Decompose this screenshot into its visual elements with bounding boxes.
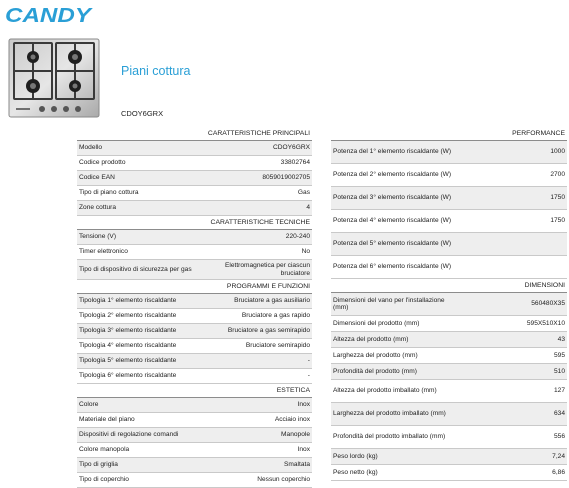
- spec-value: Bruciatore a gas rapido: [205, 309, 312, 324]
- spec-value: Gas: [205, 186, 312, 201]
- spec-value: 7,24: [459, 449, 567, 465]
- spec-row: [331, 316, 567, 332]
- spec-label: Larghezza del prodotto (mm): [331, 348, 459, 364]
- spec-row: [331, 293, 567, 316]
- spec-value: 4: [205, 201, 312, 216]
- spec-label: Potenza del 6° elemento riscaldante (W): [331, 256, 459, 279]
- spec-value: 33802764: [205, 156, 312, 171]
- spec-value: No: [205, 245, 312, 260]
- spec-value: Smaltata: [205, 458, 312, 473]
- spec-row: [331, 403, 567, 426]
- spec-row: [331, 449, 567, 465]
- spec-row: [331, 210, 567, 233]
- spec-row: [77, 230, 312, 245]
- spec-row: [77, 324, 312, 339]
- section-header: [77, 127, 312, 141]
- spec-label: Tipologia 5° elemento riscaldante: [77, 354, 205, 369]
- spec-value: 1750: [459, 187, 567, 210]
- spec-label: Codice prodotto: [77, 156, 205, 171]
- section-header: [77, 280, 312, 294]
- spec-label: Tipo di coperchio: [77, 473, 205, 488]
- spec-value: 595X510X10: [459, 316, 567, 332]
- spec-label: Dimensioni del vano per l'installazione (mm): [331, 293, 459, 316]
- spec-value: CDOY6GRX: [205, 141, 312, 156]
- spec-label: Potenza del 3° elemento riscaldante (W): [331, 187, 459, 210]
- section-header: [331, 279, 567, 293]
- spec-label: Dispositivi di regolazione comandi: [77, 428, 205, 443]
- spec-label: Codice EAN: [77, 171, 205, 186]
- spec-value: -: [205, 369, 312, 384]
- spec-value: Bruciatore a gas semirapido: [205, 324, 312, 339]
- spec-value: 556: [459, 426, 567, 449]
- spec-row: [331, 187, 567, 210]
- spec-value: 8059019002705: [205, 171, 312, 186]
- spec-label: Potenza del 1° elemento riscaldante (W): [331, 141, 459, 164]
- spec-label: Colore: [77, 398, 205, 413]
- spec-value: 510: [459, 364, 567, 380]
- section-title: CARATTERISTICHE TECNICHE: [77, 216, 312, 230]
- spec-row: [77, 245, 312, 260]
- spec-row: [331, 426, 567, 449]
- spec-label: Potenza del 2° elemento riscaldante (W): [331, 164, 459, 187]
- spec-label: Altezza del prodotto imballato (mm): [331, 380, 459, 403]
- spec-value: Acciaio inox: [205, 413, 312, 428]
- spec-label: Peso lordo (kg): [331, 449, 459, 465]
- right-spec-table: [331, 127, 567, 481]
- spec-row: [77, 186, 312, 201]
- spec-label: Tipo di piano cottura: [77, 186, 205, 201]
- spec-row: [77, 260, 312, 280]
- model-code: CDOY6GRX: [121, 109, 164, 118]
- spec-value: 1000: [459, 141, 567, 164]
- spec-label: Zone cottura: [77, 201, 205, 216]
- spec-row: [77, 398, 312, 413]
- spec-row: [331, 380, 567, 403]
- spec-value: Nessun coperchio: [205, 473, 312, 488]
- section-header: [331, 127, 567, 141]
- spec-label: Tipologia 6° elemento riscaldante: [77, 369, 205, 384]
- spec-label: Dimensioni del prodotto (mm): [331, 316, 459, 332]
- spec-value: Bruciatore a gas ausiliario: [205, 294, 312, 309]
- spec-row: [77, 443, 312, 458]
- spec-value: Inox: [205, 398, 312, 413]
- spec-value: Bruciatore semirapido: [205, 339, 312, 354]
- spec-value: 2700: [459, 164, 567, 187]
- spec-label: Tipologia 3° elemento riscaldante: [77, 324, 205, 339]
- spec-row: [77, 294, 312, 309]
- section-title: PERFORMANCE: [331, 127, 567, 141]
- spec-label: Tipo di dispositivo di sicurezza per gas: [77, 260, 205, 280]
- spec-row: [77, 339, 312, 354]
- spec-label: Modello: [77, 141, 205, 156]
- spec-label: Altezza del prodotto (mm): [331, 332, 459, 348]
- spec-label: Tipo di griglia: [77, 458, 205, 473]
- spec-row: [331, 348, 567, 364]
- spec-value: -: [205, 354, 312, 369]
- section-title: DIMENSIONI: [331, 279, 567, 293]
- spec-value: 220-240: [205, 230, 312, 245]
- spec-label: Tipologia 2° elemento riscaldante: [77, 309, 205, 324]
- spec-value: 595: [459, 348, 567, 364]
- spec-label: Tipologia 4° elemento riscaldante: [77, 339, 205, 354]
- spec-row: [331, 364, 567, 380]
- spec-label: Tipologia 1° elemento riscaldante: [77, 294, 205, 309]
- spec-row: [331, 233, 567, 256]
- spec-label: Profondità del prodotto imballato (mm): [331, 426, 459, 449]
- spec-value: 560480X35: [459, 293, 567, 316]
- cooktop-product-image: [8, 38, 100, 118]
- spec-row: [331, 465, 567, 481]
- spec-row: [77, 428, 312, 443]
- spec-row: [331, 256, 567, 279]
- spec-row: [331, 164, 567, 187]
- spec-value: 6,86: [459, 465, 567, 481]
- spec-value: Inox: [205, 443, 312, 458]
- spec-label: Colore manopola: [77, 443, 205, 458]
- category-title: Piani cottura: [121, 64, 191, 78]
- section-header: [77, 384, 312, 398]
- spec-row: [331, 141, 567, 164]
- spec-row: [77, 171, 312, 186]
- spec-label: Potenza del 5° elemento riscaldante (W): [331, 233, 459, 256]
- section-title: CARATTERISTICHE PRINCIPALI: [77, 127, 312, 141]
- spec-row: [77, 413, 312, 428]
- spec-label: Profondità del prodotto (mm): [331, 364, 459, 380]
- left-spec-table: [77, 127, 312, 488]
- spec-value: Elettromagnetica per ciascun bruciatore: [205, 260, 312, 280]
- spec-value: 127: [459, 380, 567, 403]
- section-title: ESTETICA: [77, 384, 312, 398]
- spec-row: [77, 473, 312, 488]
- spec-label: Tensione (V): [77, 230, 205, 245]
- brand-wordmark: CANDY: [5, 5, 93, 27]
- spec-value: Manopole: [205, 428, 312, 443]
- spec-value: 634: [459, 403, 567, 426]
- spec-row: [77, 309, 312, 324]
- spec-row: [77, 458, 312, 473]
- spec-value: [459, 233, 567, 256]
- spec-value: [459, 256, 567, 279]
- spec-value: 43: [459, 332, 567, 348]
- section-title: PROGRAMMI E FUNZIONI: [77, 280, 312, 294]
- spec-value: 1750: [459, 210, 567, 233]
- spec-row: [77, 156, 312, 171]
- spec-label: Timer elettronico: [77, 245, 205, 260]
- spec-row: [77, 201, 312, 216]
- spec-label: Potenza del 4° elemento riscaldante (W): [331, 210, 459, 233]
- candy-logo: [4, 3, 94, 27]
- section-header: [77, 216, 312, 230]
- spec-label: Materiale del piano: [77, 413, 205, 428]
- spec-label: Larghezza del prodotto imballato (mm): [331, 403, 459, 426]
- spec-row: [331, 332, 567, 348]
- spec-label: Peso netto (kg): [331, 465, 459, 481]
- spec-row: [77, 354, 312, 369]
- spec-row: [77, 141, 312, 156]
- spec-row: [77, 369, 312, 384]
